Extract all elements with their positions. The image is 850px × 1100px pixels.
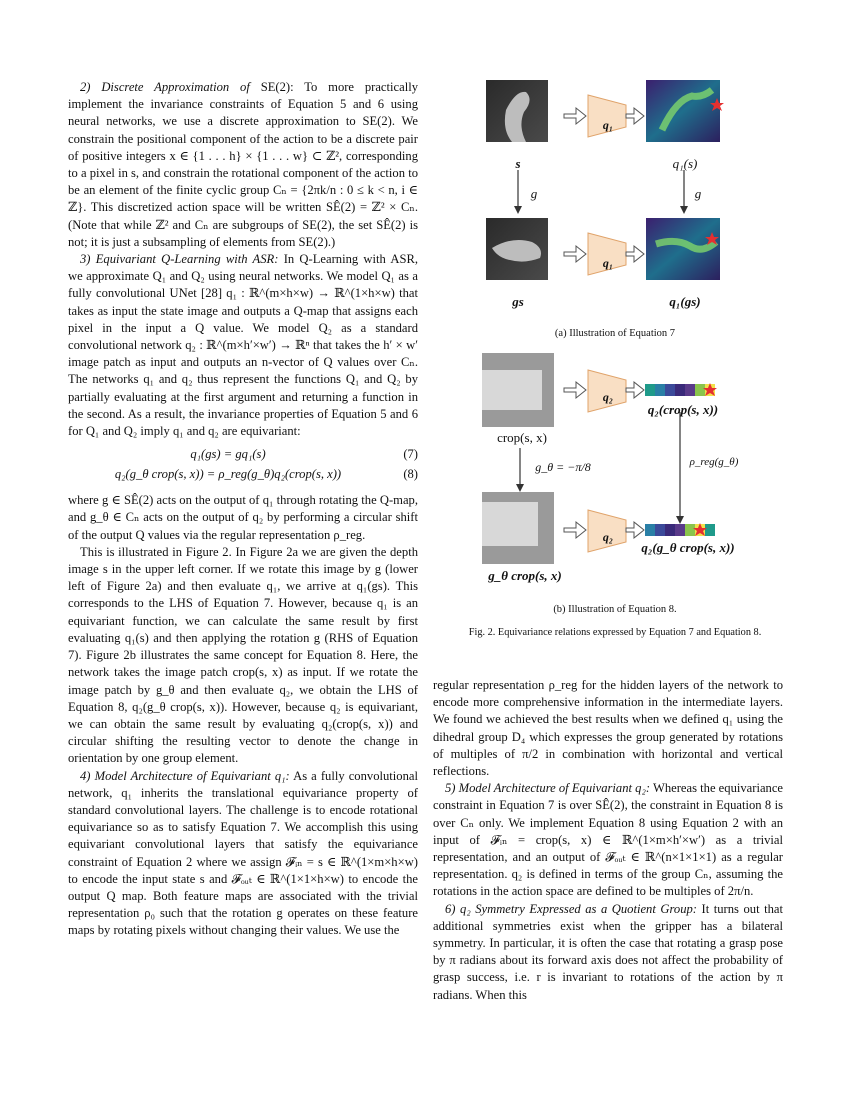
label-q2crop: q₂(crop(s, x)) [647, 402, 719, 417]
arrow-icon [564, 382, 586, 398]
section-4-heading: 4) Model Architecture of Equivariant q₁: [80, 768, 290, 783]
label-q2g: q₂(g_θ crop(s, x)) [641, 540, 735, 555]
section-4-body: As a fully convolutional network, q₁ inherits the translational equivariance property of standard convolutional layers. The challenge is to encode rotational equivariance so as to satisfy Equation 7. We accomplish this using equivariant convolutional layers that satisfy the equivariance constraint of Equation 2 where we assign 𝓕ᵢₙ = s ∈ ℝ^(1×m×h×w) to encode the input state s and 𝓕ₒᵤₜ ∈ ℝ^(1×1×h×w) to encode the output Q map. Both feature maps are associated with the trivial representation ρ₀ such that the rotation g operates on these feature maps by rotating pixels without changing their values. We use the [68, 768, 418, 938]
caption-a: (a) Illustration of Equation 7 [554, 328, 676, 339]
label-gtheta: g_θ = −π/8 [535, 460, 591, 474]
label-gcrop: g_θ crop(s, x) [488, 568, 562, 583]
section-5-heading: 5) Model Architecture of Equivariant q₂: [445, 781, 651, 796]
label-q2-bottom: q₂ [602, 530, 614, 544]
arrow-icon [626, 382, 644, 398]
figure-caption: Fig. 2. Equivariance relations expressed by Equation 7 and Equation 8. [468, 627, 762, 638]
equation-7-number: (7) [403, 447, 418, 462]
label-q1gs: q₁(gs) [669, 294, 701, 309]
section-6-paragraph [433, 901, 783, 1004]
label-q1-bottom: q₁ [602, 256, 614, 270]
arrow-icon [564, 246, 586, 262]
label-s: s [515, 156, 521, 171]
arrowhead-icon [514, 206, 522, 214]
equation-7 [68, 446, 418, 466]
right-column [433, 677, 783, 1004]
arrow-icon [626, 108, 644, 124]
equation-8-expr: q₂(g_θ crop(s, x)) = ρ_reg(g_θ)q₂(crop(s, x)) [114, 467, 342, 482]
arrow-icon [626, 246, 644, 262]
section-5-body: Whereas the equivariance constraint in Equation 7 is over SÊ(2), the constraint in Equation 8 is over Cₙ only. We implement Equation 8 using Equation 2 with an input of 𝓕ᵢₙ = crop(s, x) ∈ ℝ^(1×m×h′×w′) as a trivial representation, and an output of 𝓕ₒᵤₜ ∈ ℝ^(n×1×1×1) as a regular representation. q₂ is defined in terms of the group Cₙ, assuming the rotations in the action space are defined to be multiples of 2π/n. [433, 781, 784, 899]
label-q2-top: q₂ [602, 390, 614, 404]
section-3-paragraph [68, 251, 418, 440]
section-2-heading-math: SE(2): [260, 80, 294, 94]
section-2-body: To more practically implement the invariance constraints of Equation 5 and 6 using neural networks, we use a discrete approximation to SE(2). We constrain the positional component of the action to be a discrete pair of positive integers x ∈ {1 . . . h} × {1 . . . w} ⊂ ℤ², corresponding to a pixel in s, and constrain the rotational component of the action to be an element of the finite cyclic group Cₙ = {2πk/n : 0 ≤ k < n, i ∈ ℤ}. This discretized action space will be written SÊ(2) = ℤ² × Cₙ. (Note that while ℤ² and Cₙ are subgroups of SE(2), the set SÊ(2) is not; it is just a subsampling of elements from SE(2).) [68, 80, 418, 249]
label-crop: crop(s, x) [497, 430, 547, 445]
section-3-heading: 3) Equivariant Q-Learning with ASR: [80, 252, 279, 267]
label-q1-top: q₁ [602, 118, 614, 132]
label-g-left: g [530, 186, 538, 201]
arrowhead-icon [680, 206, 688, 214]
arrowhead-icon [516, 484, 524, 492]
caption-b: (b) Illustration of Equation 8. [553, 604, 677, 615]
equation-8 [68, 466, 418, 486]
label-gs: gs [512, 294, 524, 309]
figure-2 [440, 70, 790, 650]
section-4-paragraph [68, 768, 418, 940]
section-2-heading: 2) Discrete Approximation of [80, 80, 250, 94]
q-vector-bottom [645, 524, 715, 536]
right-continuation-paragraph: regular representation ρ_reg for the hidden layers of the network to encode more comprehensive information in the intermediate layers. We found we achieved the best results when we defined q₁ using the dihedral group D₄ which expresses the group generated by rotations of multiples of π/2 in combination with horizontal and vertical reflections. [433, 678, 783, 779]
section-6-body: It turns out that additional symmetries exist when the gripper has a bilateral symmetry. In particular, it is often the case that rotating a grasp pose by π radians about its forward axis does not affect the probability of grasp success, i.e. r is invariant to rotations of the action by π radians. When this [433, 901, 783, 1002]
equation-8-number: (8) [403, 467, 418, 482]
figure-explanation-paragraph: This is illustrated in Figure 2. In Figure 2a we are given the depth image s in the upper left corner. If we rotate this image by g (lower left of Figure 2a) and then evaluate q₁, we arrive at q₁(gs). This corresponds to the LHS of Equation 7. However, because q₁ is an equivariant function, we can calculate the same result by first evaluating q₁(s) and then applying the rotation g (RHS of Equation 7). Figure 2b illustrates the same concept for Equation 8. Here, the network takes the image patch crop(s, x) as input. If we rotate the image patch by g_θ and then evaluate q₂, we obtain the LHS of Equation 8, q₂(g_θ crop(s, x)). However, because q₂ is equivariant, we can obtain the same result by evaluating q₂(crop(s, x)) and circular shifting the resulting vector to denote the change in orientation by one group element. [68, 544, 418, 766]
label-g-right: g [694, 186, 702, 201]
left-column [68, 79, 418, 940]
arrow-icon [564, 522, 586, 538]
crop-patch-object [482, 370, 542, 410]
rotated-crop-patch-object [482, 502, 538, 546]
section-3-body: In Q-Learning with ASR, we approximate Q₁ and Q₂ using neural networks. We model Q₁ as a fully convolutional UNet [28] q₁ : ℝ^(m×h×w) → ℝ^(1×h×w) that takes as input the state image and outputs a Q-map that assigns each pixel in the input a Q value. We model Q₂ as a standard convolutional network q₂ : ℝ^(m×h′×w′) → ℝⁿ that takes the h′ × w′ image patch as input and outputs an n-vector of Q values over Cₙ. The networks q₁ and q₂ thus represent the functions Q₁ and Q₂ by partially evaluating at the first argument and returning a function in the second. As a result, the invariance properties of Equation 5 and 6 for Q₁ and Q₂ imply q₁ and q₂ are equivariant: [68, 252, 418, 439]
section-2-paragraph [68, 79, 418, 251]
section-5-paragraph [433, 780, 783, 900]
equation-7-expr: q₁(gs) = gq₁(s) [190, 447, 266, 462]
arrowhead-icon [676, 516, 684, 524]
section-6-heading: 6) q₂ Symmetry Expressed as a Quotient Group: [445, 901, 697, 916]
label-q1s: q₁(s) [672, 156, 698, 171]
label-rho: ρ_reg(g_θ) [689, 456, 739, 468]
arrow-icon [626, 522, 644, 538]
q-vector-top [645, 384, 715, 396]
arrow-icon [564, 108, 586, 124]
after-equation-paragraph: where g ∈ SÊ(2) acts on the output of q₁ through rotating the Q-map, and g_θ ∈ Cₙ acts on the output of q₂ by performing a circular shift of the output Q values via the regular representation ρ_reg. [68, 493, 418, 542]
